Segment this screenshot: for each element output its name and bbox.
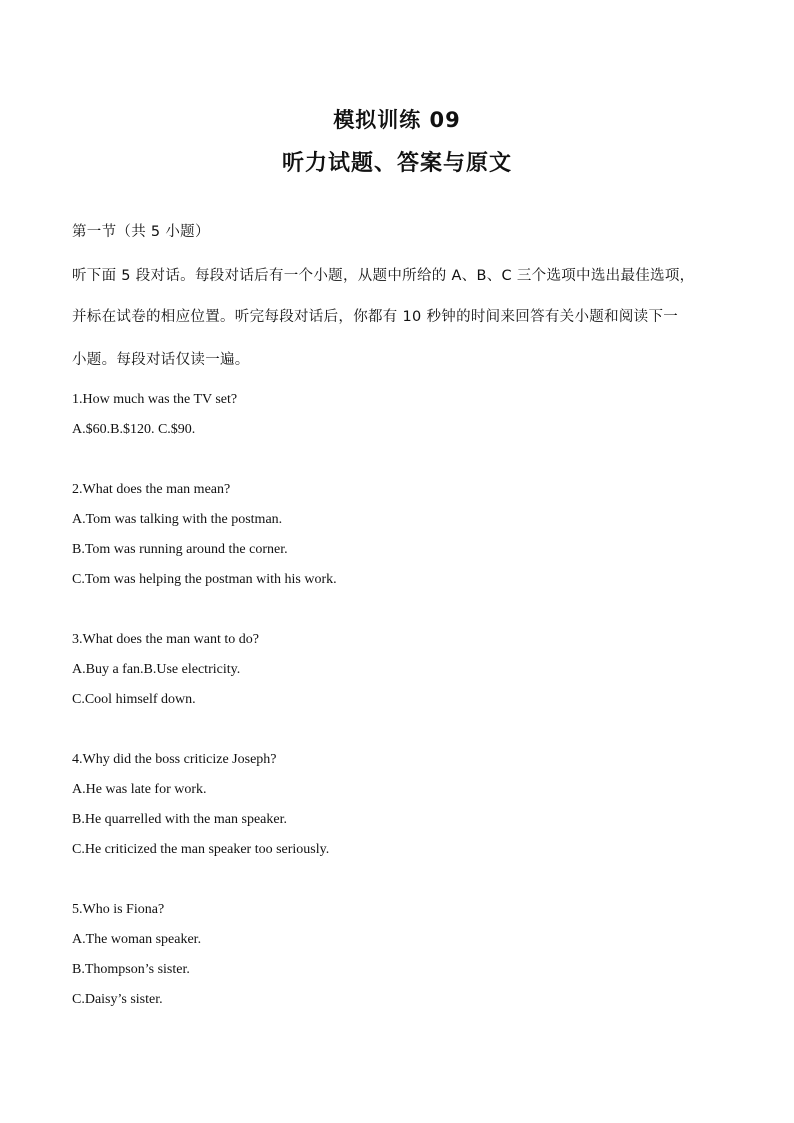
question-2-option-c: C.Tom was helping the postman with his work. (72, 572, 337, 587)
page-title: 模拟训练 09 (333, 108, 461, 132)
question-1-text: 1.How much was the TV set? (72, 392, 238, 407)
instruction-line: 小题。每段对话仅读一遍。 (72, 352, 250, 368)
question-2-option-b: B.Tom was running around the corner. (72, 542, 288, 557)
question-2-option-a: A.Tom was talking with the postman. (72, 512, 283, 527)
question-5-option-a: A.The woman speaker. (72, 932, 202, 947)
question-5-text: 5.Who is Fiona? (72, 902, 165, 917)
question-1-option: A.$60.B.$120. C.$90. (72, 422, 196, 437)
instruction-line: 听下面 5 段对话。每段对话后有一个小题，从题中所给的 A、B、C 三个选项中选出最佳选项， (72, 268, 695, 284)
question-3-option-ab: A.Buy a fan.B.Use electricity. (72, 662, 241, 677)
question-5-option-c: C.Daisy’s sister. (72, 992, 163, 1007)
question-4-option-a: A.He was late for work. (72, 782, 207, 797)
question-3-option-c: C.Cool himself down. (72, 692, 196, 707)
question-3-text: 3.What does the man want to do? (72, 632, 260, 647)
question-4-text: 4.Why did the boss criticize Joseph? (72, 752, 277, 767)
question-2-text: 2.What does the man mean? (72, 482, 231, 497)
question-4-option-c: C.He criticized the man speaker too seriously. (72, 842, 330, 857)
instruction-line: 并标在试卷的相应位置。听完每段对话后，你都有 10 秒钟的时间来回答有关小题和阅读下一 (72, 309, 679, 325)
question-4-option-b: B.He quarrelled with the man speaker. (72, 812, 287, 827)
section-heading: 第一节（共 5 小题） (72, 224, 210, 240)
question-5-option-b: B.Thompson’s sister. (72, 962, 190, 977)
page-subtitle: 听力试题、答案与原文 (281, 151, 512, 176)
